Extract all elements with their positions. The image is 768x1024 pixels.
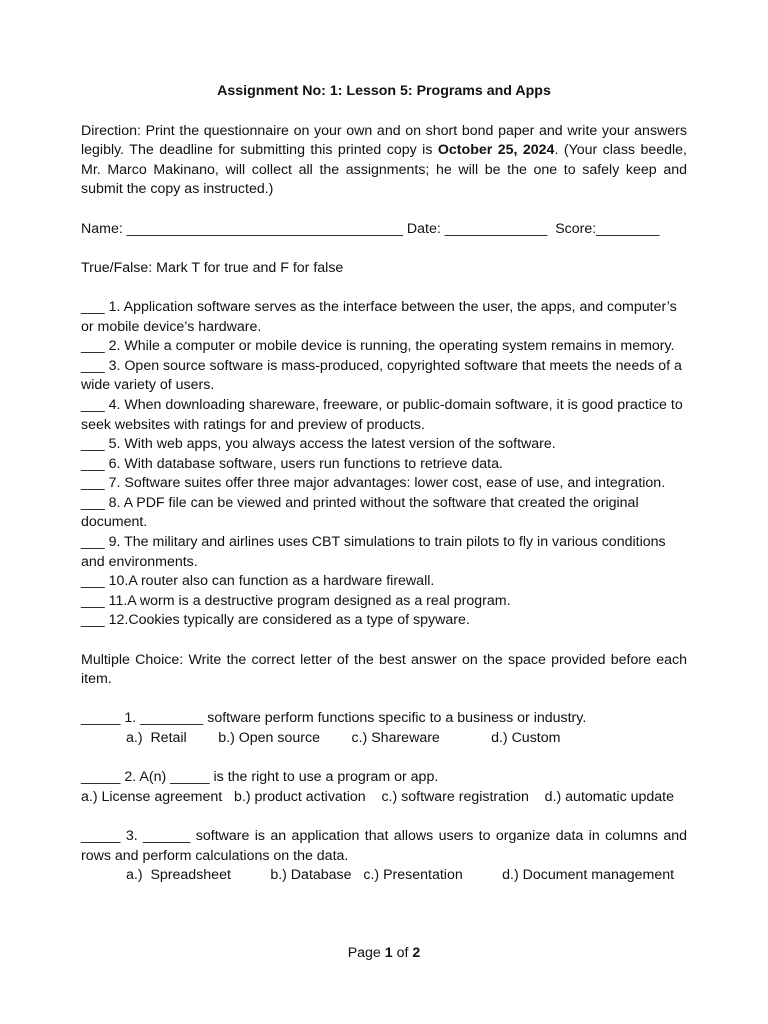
direction-text-before: Direction: Print the questionnaire on your own and on short bond paper and write your answers legibly. The deadline for submitting this printed copy is [81,122,687,159]
tf-item-5: ___ 5. With web apps, you always access the latest version of the software. [81,436,556,453]
page-label: Page [347,945,381,961]
tf-item-2: ___ 2. While a computer or mobile device is running, the operating system remains in memory. [81,338,675,355]
mc-options-2: a.) License agreement b.) product activation c.) software registration d.) automatic update [81,788,675,805]
score-blank: ________ [596,220,660,237]
direction-text-after: . (Your class beedle, Mr. Marco Makinano, will collect all the assignments; he will be the one to safely keep and submit the copy as instructed.) [81,142,687,198]
document-body [81,82,687,886]
tf-item-9: ___ 9. The military and airlines uses CBT simulations to train pilots to fly in various conditions and environments. [81,534,666,570]
page-current: 1 [384,945,393,961]
tf-item-1: ___ 1. Application software serves as the interface between the user, the apps, and computer’s or mobile device’s hardware. [81,298,677,335]
assignment-title: Assignment No: 1: Lesson 5: Programs and Apps [217,83,551,99]
mc-options-1: a.) Retail b.) Open source c.) Shareware d.) Custom [126,730,561,746]
student-info-line [81,220,687,240]
tf-item-10: ___ 10.A router also can function as a hardware firewall. [81,573,435,590]
name-blank: ___________________________________ [126,220,403,237]
page-footer [0,944,768,964]
tf-item-7: ___ 7. Software suites offer three major advantages: lower cost, ease of use, and integration. [81,475,666,492]
deadline-date: October 25, 2024 [437,142,555,159]
direction-paragraph [81,122,687,200]
name-label: Name: [81,220,123,237]
page-total: 2 [412,945,421,961]
true-false-instruction: True/False: Mark T for true and F for false [81,259,344,276]
page-of: of [396,945,409,961]
score-label: Score: [555,220,597,237]
multiple-choice-instruction: Multiple Choice: Write the correct letter of the best answer on the space provided before each item. [81,651,687,688]
tf-item-3: ___ 3. Open source software is mass-produced, copyrighted software that meets the needs of a wide variety of users. [81,357,682,394]
mc-question-2: _____ 2. A(n) _____ is the right to use a program or app. [81,769,439,786]
tf-item-11: ___ 11.A worm is a destructive program designed as a real program. [81,592,511,609]
mc-options-3: a.) Spreadsheet b.) Database c.) Presentation d.) Document management [126,867,675,884]
tf-item-4: ___ 4. When downloading shareware, freeware, or public-domain software, it is good practice to seek websites with ratings for and preview of products. [81,396,683,433]
mc-question-3: _____ 3. ______ software is an application that allows users to organize data in columns and rows and perform calculations on the data. [81,827,687,864]
tf-item-12: ___ 12.Cookies typically are considered as a type of spyware. [81,612,470,629]
tf-item-6: ___ 6. With database software, users run functions to retrieve data. [81,455,503,472]
date-blank: _____________ [444,220,548,237]
true-false-list [81,298,687,631]
date-label: Date: [406,220,441,237]
mc-question-1: _____ 1. ________ software perform functions specific to a business or industry. [81,710,587,727]
tf-item-8: ___ 8. A PDF file can be viewed and printed without the software that created the original document. [81,494,639,531]
